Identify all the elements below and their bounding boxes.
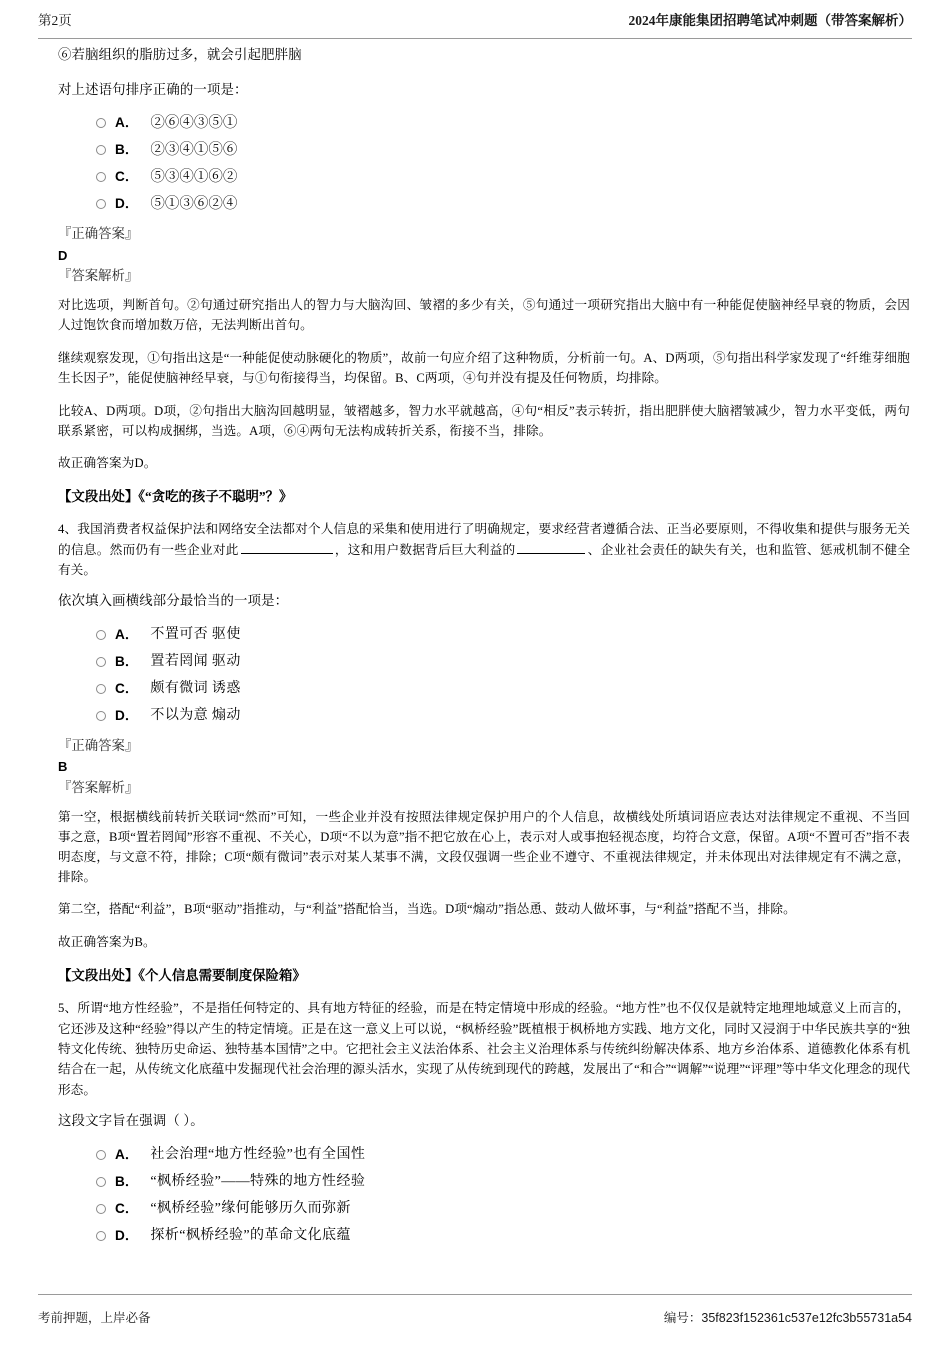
footer-slogan: 考前押题，上岸必备: [38, 1311, 151, 1325]
q3-option-b[interactable]: [58, 140, 910, 160]
q5-option-c[interactable]: [58, 1199, 910, 1219]
option-letter: D．: [115, 708, 139, 724]
q3-prompt: 对上述语句排序正确的一项是：: [58, 81, 248, 97]
q4-option-a[interactable]: [58, 625, 910, 645]
option-text: ②⑥④③⑤①: [150, 115, 238, 132]
option-letter: A．: [115, 1146, 139, 1162]
q4-option-c[interactable]: [58, 679, 910, 699]
option-letter: C．: [115, 1200, 139, 1216]
q4-analysis-p3: 故正确答案为B。: [58, 935, 156, 950]
q4-option-b[interactable]: [58, 652, 910, 672]
q3-answer-value: D: [58, 247, 68, 263]
q4-blank-1: [241, 541, 333, 554]
option-text: ⑤③④①⑥②: [150, 169, 238, 186]
q4-stem-part3: 、企业社会责任的缺失有关，也和监管、惩戒机制不健全有关。: [58, 542, 911, 578]
q5-option-d[interactable]: [58, 1226, 910, 1246]
page-footer: [38, 1294, 912, 1327]
q4-source: 【文段出处】《个人信息需要制度保险箱》: [58, 968, 306, 984]
q4-stem-part1: 4、我国消费者权益保护法和网络安全法都对个人信息的采集和使用进行了明确规定，要求经营者遵循合法、正当必要原则，不得收集和提供与服务无关的信息。然而仍有一些企业对此: [58, 522, 910, 557]
q3-options: [58, 113, 910, 214]
q4-stem: [58, 519, 910, 580]
option-text: “枫桥经验”缘何能够历久而弥新: [150, 1200, 351, 1216]
q3-answer-label: 『正确答案』: [58, 226, 139, 242]
q3-option-a[interactable]: [58, 113, 910, 133]
option-letter: B．: [115, 142, 139, 158]
q4-blank-2: [517, 541, 585, 554]
option-letter: A．: [115, 115, 139, 131]
option-text: ②③④①⑤⑥: [150, 142, 238, 159]
q4-analysis-p2: 第二空，搭配“利益”，B项“驱动”指推动，与“利益”搭配恰当，当选。D项“煽动”指怂恿、鼓动人做坏事，与“利益”搭配不当，排除。: [58, 902, 796, 917]
radio-icon[interactable]: [96, 1177, 106, 1187]
document-title: 2024年康能集团招聘笔试冲刺题（带答案解析）: [628, 13, 912, 28]
q3-analysis-p2: 继续观察发现，①句指出这是“一种能促使动脉硬化的物质”，故前一句应介绍了这种物质，分析前一句。A、D两项，⑤句指出科学家发现了“纤维芽细胞生长因子”，能促使脑神经早衰，与①句衔接得当，均保留。B、C两项，④句并没有提及任何物质，均排除。: [58, 350, 910, 385]
radio-icon[interactable]: [96, 118, 106, 128]
q3-fragment-line: ⑥若脑组织的脂肪过多，就会引起肥胖脑: [58, 47, 302, 62]
radio-icon[interactable]: [96, 145, 106, 155]
q5-option-b[interactable]: [58, 1172, 910, 1192]
option-text: 不置可否 驱使: [150, 627, 241, 643]
page-number-label: 第2页: [38, 13, 72, 28]
option-text: ⑤①③⑥②④: [150, 196, 238, 213]
option-letter: C．: [115, 681, 139, 697]
q4-options: [58, 625, 910, 726]
radio-icon[interactable]: [96, 711, 106, 721]
q3-analysis-label: 『答案解析』: [58, 268, 139, 284]
radio-icon[interactable]: [96, 1204, 106, 1214]
radio-icon[interactable]: [96, 1231, 106, 1241]
q4-stem-part2: ，这和用户数据背后巨大利益的: [334, 542, 516, 557]
footer-code-value: 35f823f152361c537e12fc3b55731a54: [701, 1311, 912, 1325]
q3-source: 【文段出处】《“贪吃的孩子不聪明”？》: [58, 489, 293, 505]
footer-code-label: 编号：: [663, 1311, 702, 1325]
radio-icon[interactable]: [96, 630, 106, 640]
option-letter: B．: [115, 1173, 139, 1189]
q3-option-c[interactable]: [58, 167, 910, 187]
q3-analysis-p4: 故正确答案为D。: [58, 456, 157, 471]
q3-analysis-p1: 对比选项，判断首句。②句通过研究指出人的智力与大脑沟回、皱褶的多少有关，⑤句通过一项研究指出大脑中有一种能促使脑神经早衰的物质，会因人过饱饮食而增加数万倍，无法判断出首句。: [58, 298, 910, 333]
q3-option-d[interactable]: [58, 194, 910, 214]
option-text: 探析“枫桥经验”的革命文化底蕴: [150, 1227, 351, 1243]
radio-icon[interactable]: [96, 1150, 106, 1160]
radio-icon[interactable]: [96, 199, 106, 209]
option-letter: D．: [115, 196, 139, 212]
q4-answer-label: 『正确答案』: [58, 738, 139, 754]
radio-icon[interactable]: [96, 657, 106, 667]
option-text: 颇有微词 诱惑: [150, 681, 241, 697]
footer-code: [664, 1309, 912, 1327]
radio-icon[interactable]: [96, 172, 106, 182]
option-text: 置若罔闻 驱动: [150, 654, 241, 670]
option-letter: C．: [115, 169, 139, 185]
option-letter: B．: [115, 654, 139, 670]
option-text: 社会治理“地方性经验”也有全国性: [150, 1146, 366, 1162]
option-letter: D．: [115, 1227, 139, 1243]
q5-prompt: 这段文字旨在强调（ ）。: [58, 1112, 204, 1128]
page-header: [38, 12, 912, 39]
option-letter: A．: [115, 627, 139, 643]
radio-icon[interactable]: [96, 684, 106, 694]
q4-analysis-p1: 第一空，根据横线前转折关联词“然而”可知，一些企业并没有按照法律规定保护用户的个人信息，故横线处所填词语应表达对法律规定不重视、不当回事之意，B项“置若罔闻”形容不重视、不关心，D项“不以为意”指不把它放在心上，表示对人或事抱轻视态度，均符合文意，保留。A项“不置可否”指不表明态度，与文意不符，排除；C项“颇有微词”表示对某人某事不满，文段仅强调一些企业不遵守、不重视法律规定，并未体现出对法律规定有不满之意，排除。: [58, 809, 910, 884]
q5-options: [58, 1145, 910, 1246]
option-text: “枫桥经验”——特殊的地方性经验: [150, 1173, 366, 1189]
q4-option-d[interactable]: [58, 706, 910, 726]
q4-answer-value: B: [58, 759, 68, 775]
q4-analysis-label: 『答案解析』: [58, 779, 139, 795]
document-content: [58, 44, 910, 1256]
q3-analysis-p3: 比较A、D两项。D项，②句指出大脑沟回越明显，皱褶越多，智力水平就越高，④句“相反”表示转折，指出肥胖使大脑褶皱减少，智力水平变低，两句联系紧密，可以构成捆绑，当选。A项，⑥④两句无法构成转折关系，衔接不当，排除。: [58, 403, 910, 438]
q4-prompt: 依次填入画横线部分最恰当的一项是：: [58, 593, 289, 609]
option-text: 不以为意 煽动: [150, 708, 241, 724]
q5-option-a[interactable]: [58, 1145, 910, 1165]
q5-stem: 5、所谓“地方性经验”，不是指任何特定的、具有地方特征的经验，而是在特定情境中形成的经验。“地方性”也不仅仅是就特定地理地域意义上而言的，它还涉及这种“经验”得以产生的特定情境。正是在这一意义上可以说，“枫桥经验”既植根于枫桥地方实践、地方文化，同时又浸润于中华民族共享的“独特文化传统、独特历史命运、独特基本国情”之中。它把社会主义法治体系、社会主义治理体系与传统纠纷解决体系、地方乡治体系、道德教化体系有机结合在一起，从传统文化底蕴中发掘现代社会治理的源头活水，实现了从传统到现代的跨越，发展出了“和合”“调解”“说理”“评理”等中华文化理念的现代形态。: [58, 1001, 910, 1097]
